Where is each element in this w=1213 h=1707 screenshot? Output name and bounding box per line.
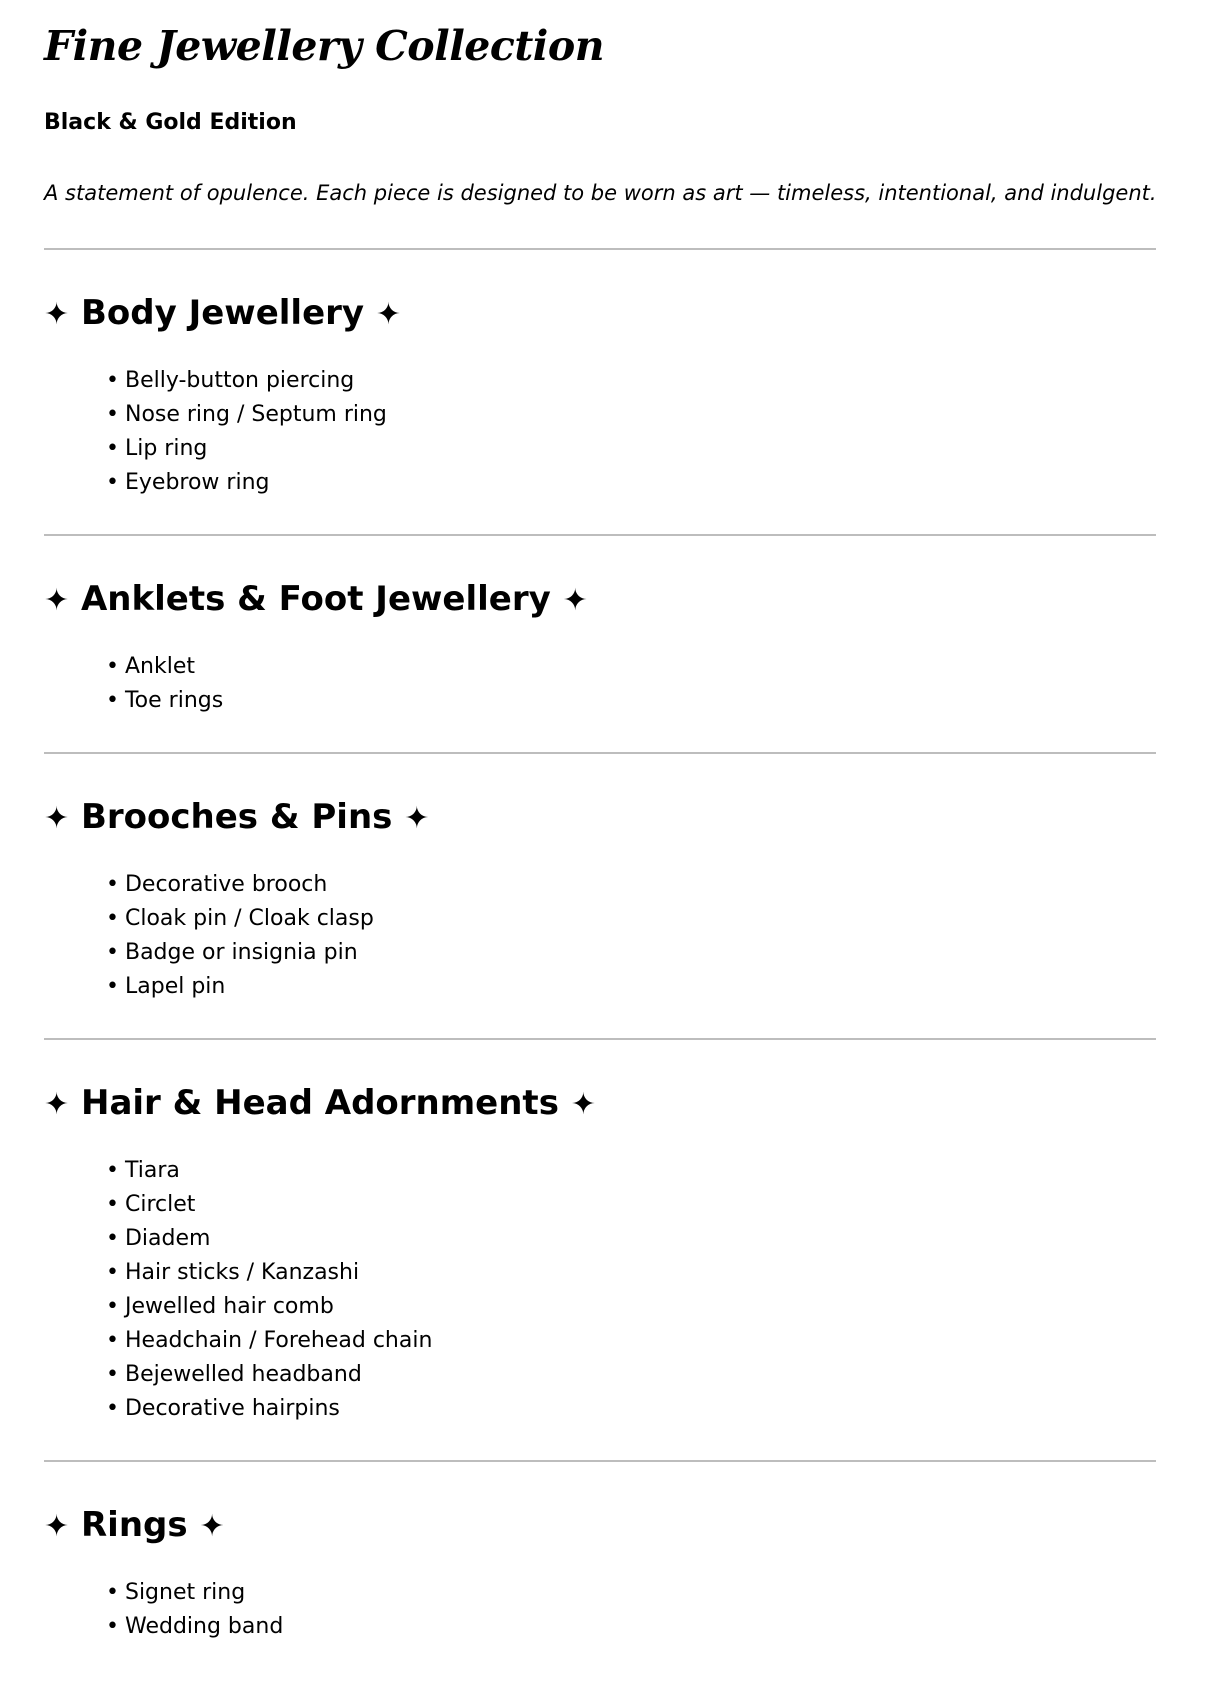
list-item xyxy=(106,1154,1156,1188)
list-item-label: Jewelled hair comb xyxy=(124,1294,334,1319)
document-subtitle: Black & Gold Edition xyxy=(44,110,297,135)
list-item xyxy=(106,1290,1156,1324)
list-item xyxy=(106,936,1156,970)
list-item xyxy=(106,650,1156,684)
bullet-icon: • xyxy=(106,872,119,897)
section-divider xyxy=(44,752,1156,754)
section-heading-label: Anklets & Foot Jewellery xyxy=(80,579,551,619)
list-item-label: Nose ring / Septum ring xyxy=(124,402,387,427)
bullet-icon: • xyxy=(106,654,119,679)
list-item xyxy=(106,1188,1156,1222)
bullet-icon: • xyxy=(106,1362,119,1387)
bullet-icon: • xyxy=(106,1260,119,1285)
list-item-label: Wedding band xyxy=(124,1614,284,1639)
section-divider xyxy=(44,248,1156,250)
section-hair-head-adornments xyxy=(44,1082,1156,1462)
list-item-label: Anklet xyxy=(124,654,195,679)
list-item-label: Toe rings xyxy=(124,688,224,713)
section-rings xyxy=(44,1504,1156,1644)
document-title: Fine Jewellery Collection xyxy=(44,22,604,70)
item-list xyxy=(106,1576,1156,1644)
list-item-label: Decorative brooch xyxy=(124,872,328,897)
list-item-label: Headchain / Forehead chain xyxy=(124,1328,433,1353)
bullet-icon: • xyxy=(106,1226,119,1251)
section-body-jewellery xyxy=(44,292,1156,536)
document-tagline: A statement of opulence. Each piece is designed to be worn as art — timeless, intentional, and indulgent. xyxy=(44,181,1157,205)
list-item xyxy=(106,1358,1156,1392)
bullet-icon: • xyxy=(106,1192,119,1217)
bullet-icon: • xyxy=(106,1294,119,1319)
section-heading-label: Rings xyxy=(80,1505,188,1545)
sparkle-icon: ✦ xyxy=(375,297,402,332)
sparkle-icon: ✦ xyxy=(570,1087,596,1122)
list-item-label: Lip ring xyxy=(124,436,208,461)
sparkle-icon: ✦ xyxy=(44,583,70,618)
list-item-label: Eyebrow ring xyxy=(124,470,270,495)
bullet-icon: • xyxy=(106,1396,119,1421)
item-list xyxy=(106,1154,1156,1426)
sparkle-icon: ✦ xyxy=(44,1087,70,1122)
bullet-icon: • xyxy=(106,1580,119,1605)
bullet-icon: • xyxy=(106,940,119,965)
sparkle-icon: ✦ xyxy=(404,801,430,836)
list-item-label: Hair sticks / Kanzashi xyxy=(124,1260,360,1285)
item-list xyxy=(106,364,1156,500)
bullet-icon: • xyxy=(106,1614,119,1639)
item-list xyxy=(106,650,1156,718)
list-item xyxy=(106,466,1156,500)
section-heading xyxy=(44,1082,1156,1124)
list-item-label: Lapel pin xyxy=(124,974,226,999)
bullet-icon: • xyxy=(106,402,119,427)
item-list xyxy=(106,868,1156,1004)
section-spacer xyxy=(44,500,1156,534)
list-item xyxy=(106,970,1156,1004)
list-item-label: Cloak pin / Cloak clasp xyxy=(124,906,374,931)
list-item-label: Diadem xyxy=(124,1226,211,1251)
section-spacer xyxy=(44,1004,1156,1038)
bullet-icon: • xyxy=(106,1158,119,1183)
list-item-label: Belly-button piercing xyxy=(124,368,355,393)
section-divider xyxy=(44,1038,1156,1040)
list-item-label: Tiara xyxy=(124,1158,180,1183)
list-item xyxy=(106,684,1156,718)
section-heading-label: Body Jewellery xyxy=(80,293,365,333)
section-spacer xyxy=(44,718,1156,752)
section-anklets-foot-jewellery xyxy=(44,578,1156,754)
bullet-icon: • xyxy=(106,974,119,999)
list-item xyxy=(106,902,1156,936)
list-item-label: Bejewelled headband xyxy=(124,1362,362,1387)
list-item xyxy=(106,1324,1156,1358)
sparkle-icon: ✦ xyxy=(199,1509,225,1544)
bullet-icon: • xyxy=(106,1328,119,1353)
section-heading xyxy=(44,292,1156,334)
document-page xyxy=(44,0,1156,1644)
bullet-icon: • xyxy=(106,436,119,461)
list-item xyxy=(106,1392,1156,1426)
section-heading xyxy=(44,578,1156,620)
list-item xyxy=(106,1576,1156,1610)
list-item xyxy=(106,364,1156,398)
list-item-label: Signet ring xyxy=(124,1580,246,1605)
section-heading-label: Hair & Head Adornments xyxy=(80,1083,559,1123)
list-item-label: Decorative hairpins xyxy=(124,1396,340,1421)
sparkle-icon: ✦ xyxy=(44,297,70,332)
list-item-label: Badge or insignia pin xyxy=(124,940,358,965)
sparkle-icon: ✦ xyxy=(44,1509,70,1544)
bullet-icon: • xyxy=(106,688,119,713)
list-item xyxy=(106,868,1156,902)
section-divider xyxy=(44,534,1156,536)
sparkle-icon: ✦ xyxy=(562,583,588,618)
list-item xyxy=(106,1256,1156,1290)
bullet-icon: • xyxy=(106,906,119,931)
list-item xyxy=(106,1610,1156,1644)
section-heading xyxy=(44,1504,1156,1546)
list-item xyxy=(106,1222,1156,1256)
section-divider xyxy=(44,1460,1156,1462)
section-brooches-pins xyxy=(44,796,1156,1040)
list-item xyxy=(106,432,1156,466)
bullet-icon: • xyxy=(106,470,119,495)
sparkle-icon: ✦ xyxy=(44,801,70,836)
section-heading-label: Brooches & Pins xyxy=(80,797,393,837)
section-spacer xyxy=(44,1426,1156,1460)
bullet-icon: • xyxy=(106,368,119,393)
list-item-label: Circlet xyxy=(124,1192,196,1217)
list-item xyxy=(106,398,1156,432)
sections-container xyxy=(44,292,1156,1644)
section-heading xyxy=(44,796,1156,838)
